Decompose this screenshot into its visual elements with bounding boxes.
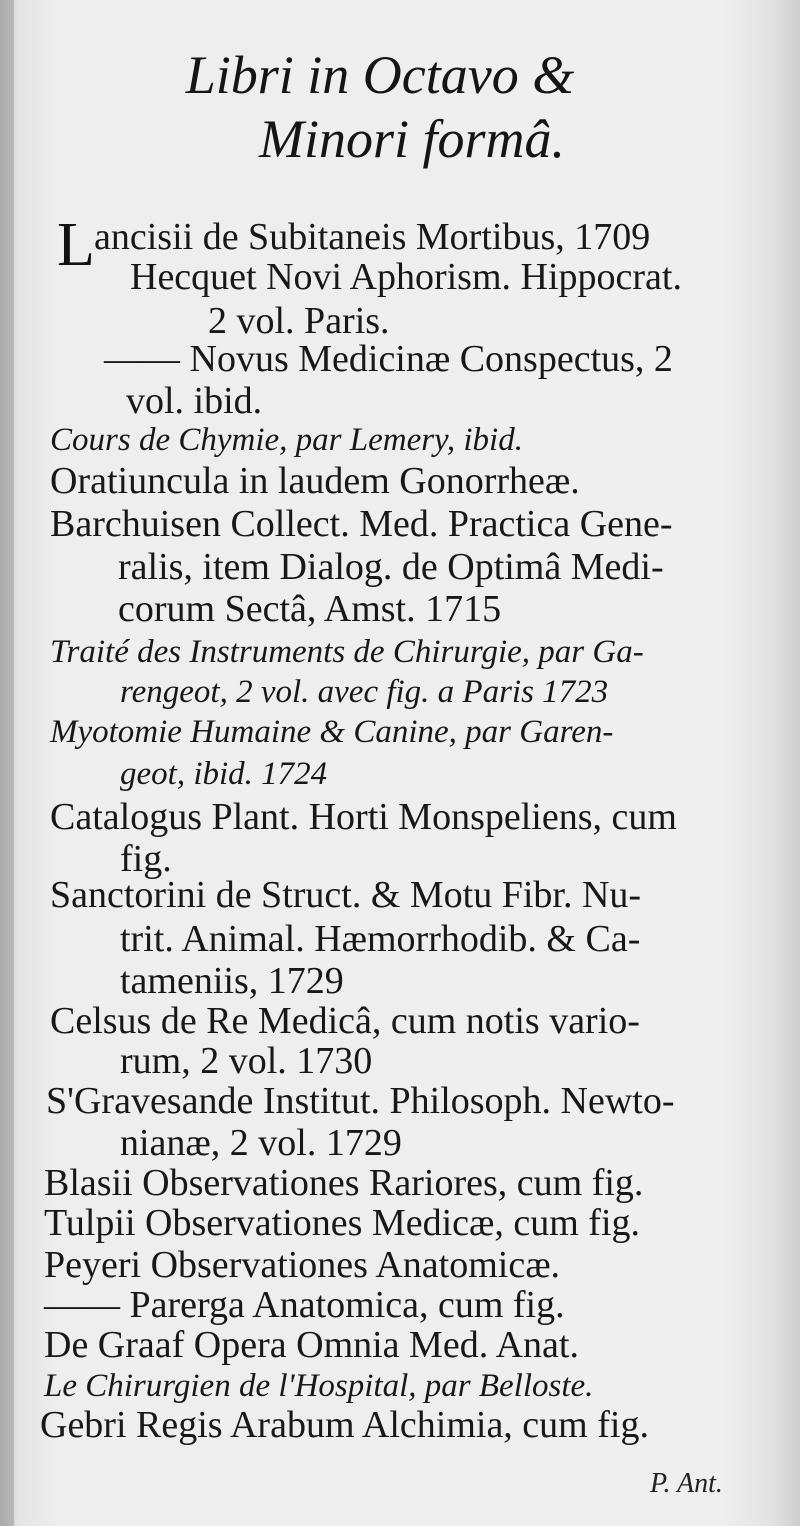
list-item: tameniis, 1729 [120,960,344,1002]
list-item: rum, 2 vol. 1730 [120,1040,373,1082]
list-item: Gebri Regis Arabum Alchimia, cum fig. [40,1404,649,1446]
list-item: S'Gravesande Institut. Philosoph. Newto- [46,1080,675,1122]
drop-capital: L [57,211,95,279]
list-item: —— Parerga Anatomica, cum fig. [44,1284,565,1326]
list-item: Le Chirurgien de l'Hospital, par Belloste. [44,1368,594,1404]
list-item: Cours de Chymie, par Lemery, ibid. [50,422,523,458]
list-item: —— Novus Medicinæ Conspectus, 2 [104,338,673,380]
list-item: Oratiuncula in laudem Gonorrheæ. [50,460,580,502]
list-item: Blasii Observationes Rariores, cum fig. [44,1162,644,1204]
section-heading-line-2: Minori formâ. [258,109,566,169]
list-item: Celsus de Re Medicâ, cum notis vario- [50,1000,640,1042]
list-item: Peyeri Observationes Anatomicæ. [44,1244,561,1286]
list-item: Hecquet Novi Aphorism. Hippocrat. [130,256,682,298]
list-item: Myotomie Humaine & Canine, par Garen- [50,714,614,750]
list-item: Barchuisen Collect. Med. Practica Gene- [50,503,673,545]
list-item: fig. [120,838,172,880]
list-item: ralis, item Dialog. de Optimâ Medi- [118,546,664,588]
list-item: ancisii de Subitaneis Mortibus, 1709 [94,216,651,258]
list-item: De Graaf Opera Omnia Med. Anat. [44,1324,579,1366]
list-item: geot, ibid. 1724 [120,756,328,792]
list-item: corum Sectâ, Amst. 1715 [118,588,502,630]
list-item: Traité des Instruments de Chirurgie, par Ga- [50,634,644,670]
list-item: trit. Animal. Hæmorrhodib. & Ca- [120,918,641,960]
list-item: Sanctorini de Struct. & Motu Fibr. Nu- [50,874,642,916]
list-item: nianæ, 2 vol. 1729 [120,1122,402,1164]
list-item: 2 vol. Paris. [208,300,390,342]
catchword: P. Ant. [650,1468,723,1499]
list-item: rengeot, 2 vol. avec fig. a Paris 1723 [120,674,609,710]
list-item: Tulpii Observationes Medicæ, cum fig. [44,1202,640,1244]
list-item: vol. ibid. [126,380,263,422]
list-item: Catalogus Plant. Horti Monspeliens, cum [50,796,677,838]
section-heading-line-1: Libri in Octavo & [185,45,575,105]
